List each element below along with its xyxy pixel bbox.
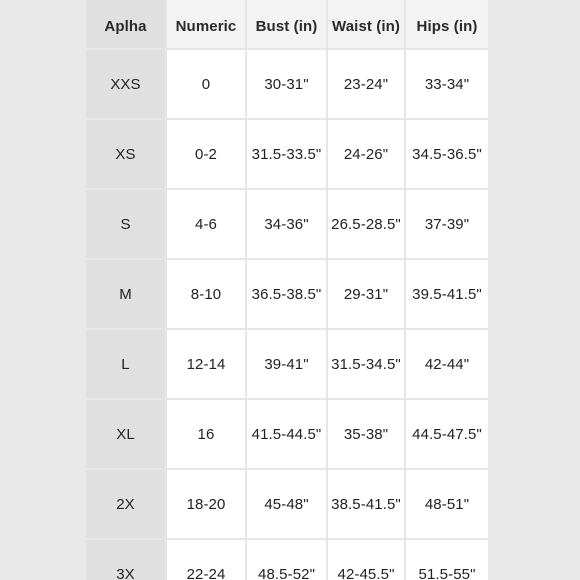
row-xs-alpha: XS [86,120,167,188]
size-chart [86,0,488,580]
row-xl-alpha: XL [86,400,167,468]
header-numeric: Numeric [167,0,247,48]
row-3x-numeric: 22-24 [167,540,247,580]
row-xl-bust: 41.5-44.5" [247,400,328,468]
row-s-hips: 37-39" [406,190,488,258]
row-s-bust: 34-36" [247,190,328,258]
row-2x-alpha: 2X [86,470,167,538]
row-xs-bust: 31.5-33.5" [247,120,328,188]
row-xl-waist: 35-38" [328,400,406,468]
row-2x-numeric: 18-20 [167,470,247,538]
row-xs-numeric: 0-2 [167,120,247,188]
row-l-hips: 42-44" [406,330,488,398]
row-2x-hips: 48-51" [406,470,488,538]
size-table [86,0,488,580]
row-xxs-numeric: 0 [167,50,247,118]
row-xl-numeric: 16 [167,400,247,468]
row-xxs-hips: 33-34" [406,50,488,118]
row-s-alpha: S [86,190,167,258]
header-waist: Waist (in) [328,0,406,48]
row-xxs-bust: 30-31" [247,50,328,118]
row-xxs-waist: 23-24" [328,50,406,118]
row-3x-bust: 48.5-52" [247,540,328,580]
row-3x-waist: 42-45.5" [328,540,406,580]
row-3x-hips: 51.5-55" [406,540,488,580]
row-m-hips: 39.5-41.5" [406,260,488,328]
row-m-bust: 36.5-38.5" [247,260,328,328]
row-l-waist: 31.5-34.5" [328,330,406,398]
row-xs-hips: 34.5-36.5" [406,120,488,188]
row-l-alpha: L [86,330,167,398]
row-m-alpha: M [86,260,167,328]
row-m-numeric: 8-10 [167,260,247,328]
row-2x-waist: 38.5-41.5" [328,470,406,538]
row-3x-alpha: 3X [86,540,167,580]
row-s-waist: 26.5-28.5" [328,190,406,258]
header-alpha: Aplha [86,0,167,48]
row-xxs-alpha: XXS [86,50,167,118]
row-m-waist: 29-31" [328,260,406,328]
row-l-bust: 39-41" [247,330,328,398]
header-hips: Hips (in) [406,0,488,48]
row-2x-bust: 45-48" [247,470,328,538]
row-l-numeric: 12-14 [167,330,247,398]
row-xs-waist: 24-26" [328,120,406,188]
row-xl-hips: 44.5-47.5" [406,400,488,468]
row-s-numeric: 4-6 [167,190,247,258]
header-bust: Bust (in) [247,0,328,48]
